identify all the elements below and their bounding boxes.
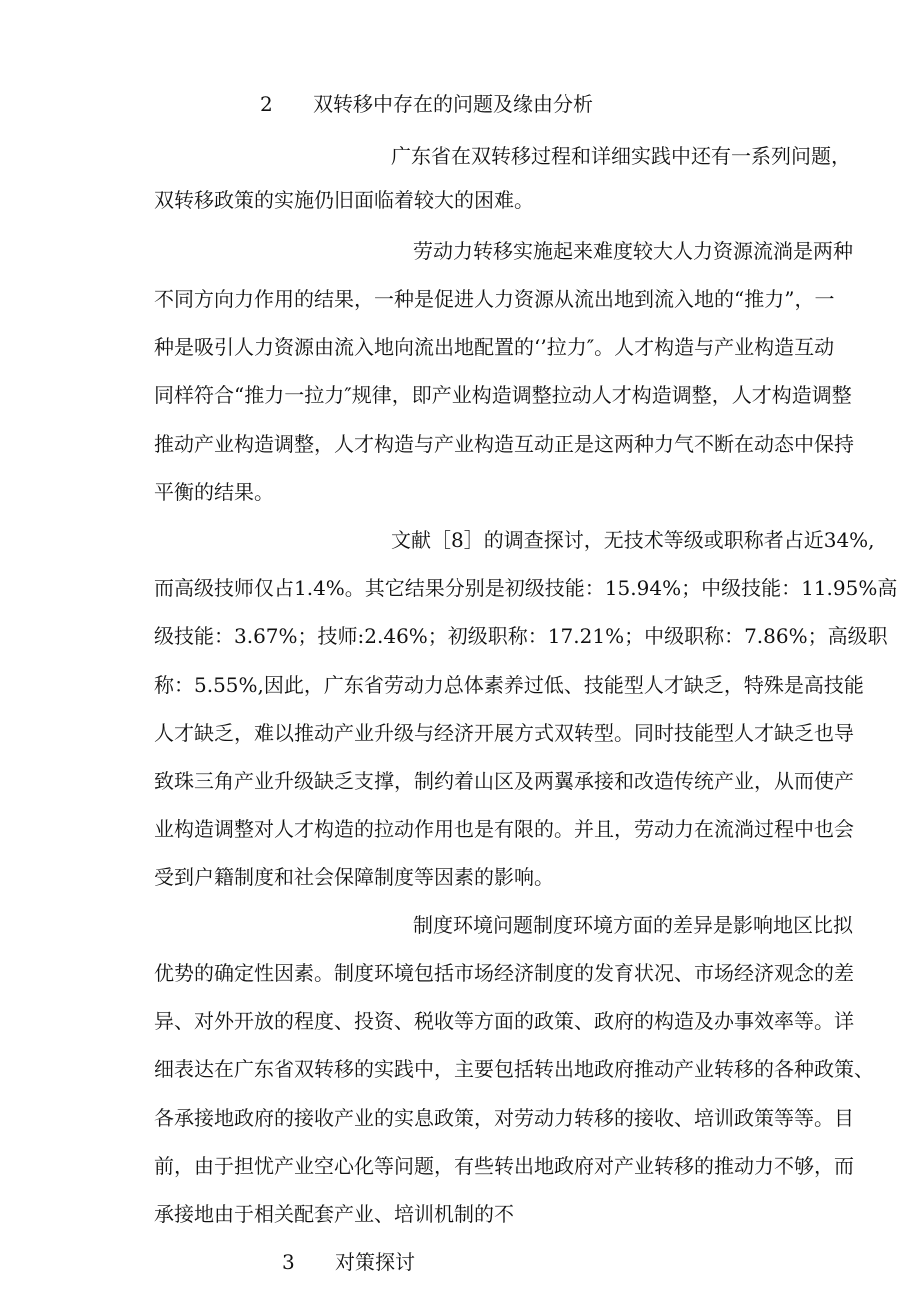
paragraph-line: 受到户籍制度和社会保障制度等因素的影响。 [154, 865, 554, 889]
paragraph-line: 文献［8］的调查探讨，无技术等级或职称者占近34%, [391, 528, 875, 552]
paragraph-line: 不同方向力作用的结果，一种是促进人力资源从流出地到流入地的“推力”，一 [154, 287, 835, 311]
section-3-title: 对策探讨 [335, 1250, 415, 1274]
paragraph-line: 推动产业构造调整，人才构造与产业构造互动正是这两种力气不断在动态中保持 [154, 432, 854, 456]
paragraph-line: 前，由于担忧产业空心化等问题，有些转出地政府对产业转移的推动力不够，而 [154, 1154, 854, 1178]
paragraph-line: 广东省在双转移过程和详细实践中还有一系列问题， [391, 144, 851, 168]
paragraph-line: 称：5.55%,因此，广东省劳动力总体素养过低、技能型人才缺乏，特殊是高技能 [154, 673, 864, 697]
paragraph-line: 同样符合“推力一拉力″规律，即产业构造调整拉动人才构造调整，人才构造调整 [154, 383, 852, 407]
paragraph-line: 业构造调整对人才构造的拉动作用也是有限的。并且，劳动力在流淌过程中也会 [154, 817, 854, 841]
paragraph-line: 细表达在广东省双转移的实践中，主要包括转出地政府推动产业转移的各种政策、 [154, 1057, 874, 1081]
paragraph-line: 致珠三角产业升级缺乏支撑，制约着山区及两翼承接和改造传统产业，从而使产 [154, 769, 854, 793]
paragraph-line: 平衡的结果。 [154, 480, 274, 504]
paragraph-line: 优势的确定性因素。制度环境包括市场经济制度的发育状况、市场经济观念的差 [154, 961, 854, 985]
paragraph-line: 劳动力转移实施起来难度较大人力资源流淌是两种 [413, 239, 853, 263]
section-2-title: 双转移中存在的问题及缘由分析 [313, 92, 593, 116]
paragraph-line: 异、对外开放的程度、投资、税收等方面的政策、政府的构造及办事效率等。详 [154, 1009, 854, 1033]
section-3-number: 3 [282, 1250, 295, 1274]
paragraph-line: 种是吸引人力资源由流入地向流出地配置的‘’拉力″。人才构造与产业构造互动 [154, 335, 835, 359]
paragraph-line: 各承接地政府的接收产业的实息政策，对劳动力转移的接收、培训政策等等。目 [154, 1106, 854, 1130]
paragraph-line: 人才缺乏，难以推动产业升级与经济开展方式双转型。同时技能型人才缺乏也导 [154, 721, 854, 745]
paragraph-line: 级技能：3.67%；技师:2.46%；初级职称：17.21%；中级职称：7.86%；高级职 [154, 624, 888, 648]
paragraph-line: 承接地由于相关配套产业、培训机制的不 [154, 1202, 514, 1226]
paragraph-line: 制度环境问题制度环境方面的差异是影响地区比拟 [413, 913, 853, 937]
section-2-number: 2 [260, 92, 273, 116]
paragraph-line: 而高级技师仅占1.4%。其它结果分别是初级技能：15.94%；中级技能：11.95%高 [154, 576, 898, 600]
paragraph-line: 双转移政策的实施仍旧面临着较大的困难。 [154, 188, 534, 212]
